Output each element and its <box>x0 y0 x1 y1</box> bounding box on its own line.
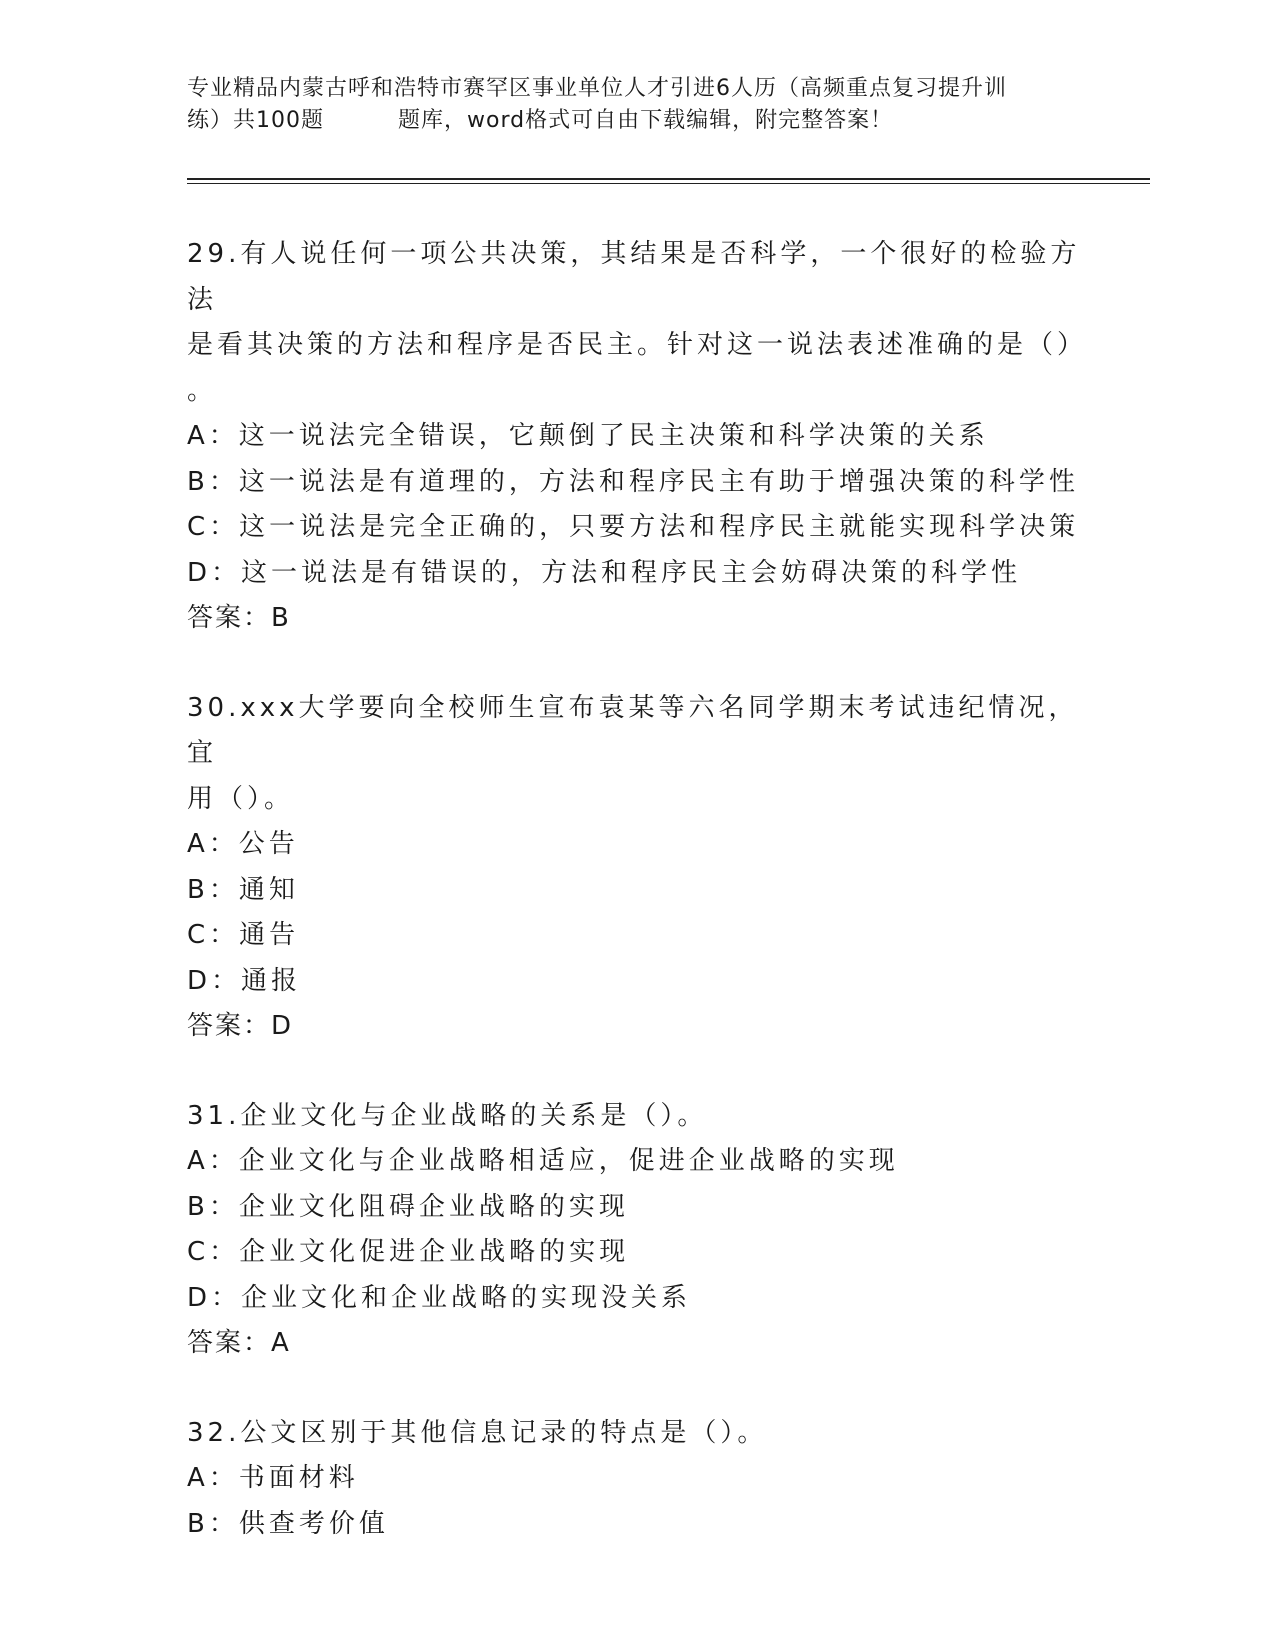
document-header <box>187 73 1107 137</box>
option-c: C：通告 <box>187 920 300 950</box>
option-d: D：企业文化和企业战略的实现没关系 <box>187 1282 692 1313</box>
option-a: A：这一说法完全错误，它颠倒了民主决策和科学决策的关系 <box>187 421 989 451</box>
option-b: B：这一说法是有道理的，方法和程序民主有助于增强决策的科学性 <box>187 466 1079 497</box>
answer-line: 答案：B <box>187 603 291 633</box>
header-title-line-2 <box>187 105 1107 137</box>
header-divider-thick <box>187 178 1150 180</box>
option-c: C：这一说法是完全正确的，只要方法和程序民主就能实现科学决策 <box>187 512 1080 542</box>
option-d: D：这一说法是有错误的，方法和程序民主会妨碍决策的科学性 <box>187 557 1022 588</box>
question-stem: 。 <box>187 375 218 406</box>
option-b: B：通知 <box>187 874 299 905</box>
question-stem: 是看其决策的方法和程序是否民主。针对这一说法表述准确的是（） <box>187 330 1088 360</box>
answer-line: 答案：A <box>187 1328 291 1358</box>
question-stem: 31.企业文化与企业战略的关系是（）。 <box>187 1100 708 1131</box>
header-title-count: 练）共100题 <box>187 108 324 133</box>
option-a: A：公告 <box>187 829 299 859</box>
question-30 <box>187 686 1087 1050</box>
header-title-line-1: 专业精品内蒙古呼和浩特市赛罕区事业单位人才引进6人历（高频重点复习提升训 <box>187 76 1007 101</box>
question-31 <box>187 1094 1087 1367</box>
option-d: D：通报 <box>187 965 302 996</box>
option-a: A：企业文化与企业战略相适应，促进企业战略的实现 <box>187 1146 899 1176</box>
question-stem: 32.公文区别于其他信息记录的特点是（）。 <box>187 1417 768 1448</box>
option-b: B：企业文化阻碍企业战略的实现 <box>187 1191 629 1222</box>
question-32 <box>187 1411 1087 1548</box>
answer-line: 答案：D <box>187 1011 294 1041</box>
question-stem: 29.有人说任何一项公共决策，其结果是否科学，一个很好的检验方法 <box>187 239 1081 315</box>
option-a: A：书面材料 <box>187 1463 359 1493</box>
header-divider-thin <box>187 183 1150 184</box>
question-stem: 30.xxx大学要向全校师生宣布袁某等六名同学期末考试违纪情况，宜 <box>187 692 1079 768</box>
question-stem: 用（）。 <box>187 783 295 814</box>
header-title-note: 题库，word格式可自由下载编辑，附完整答案！ <box>398 108 894 133</box>
question-29 <box>187 232 1087 642</box>
option-c: C：企业文化促进企业战略的实现 <box>187 1237 630 1267</box>
question-list <box>187 232 1087 1591</box>
option-b: B：供查考价值 <box>187 1508 389 1539</box>
